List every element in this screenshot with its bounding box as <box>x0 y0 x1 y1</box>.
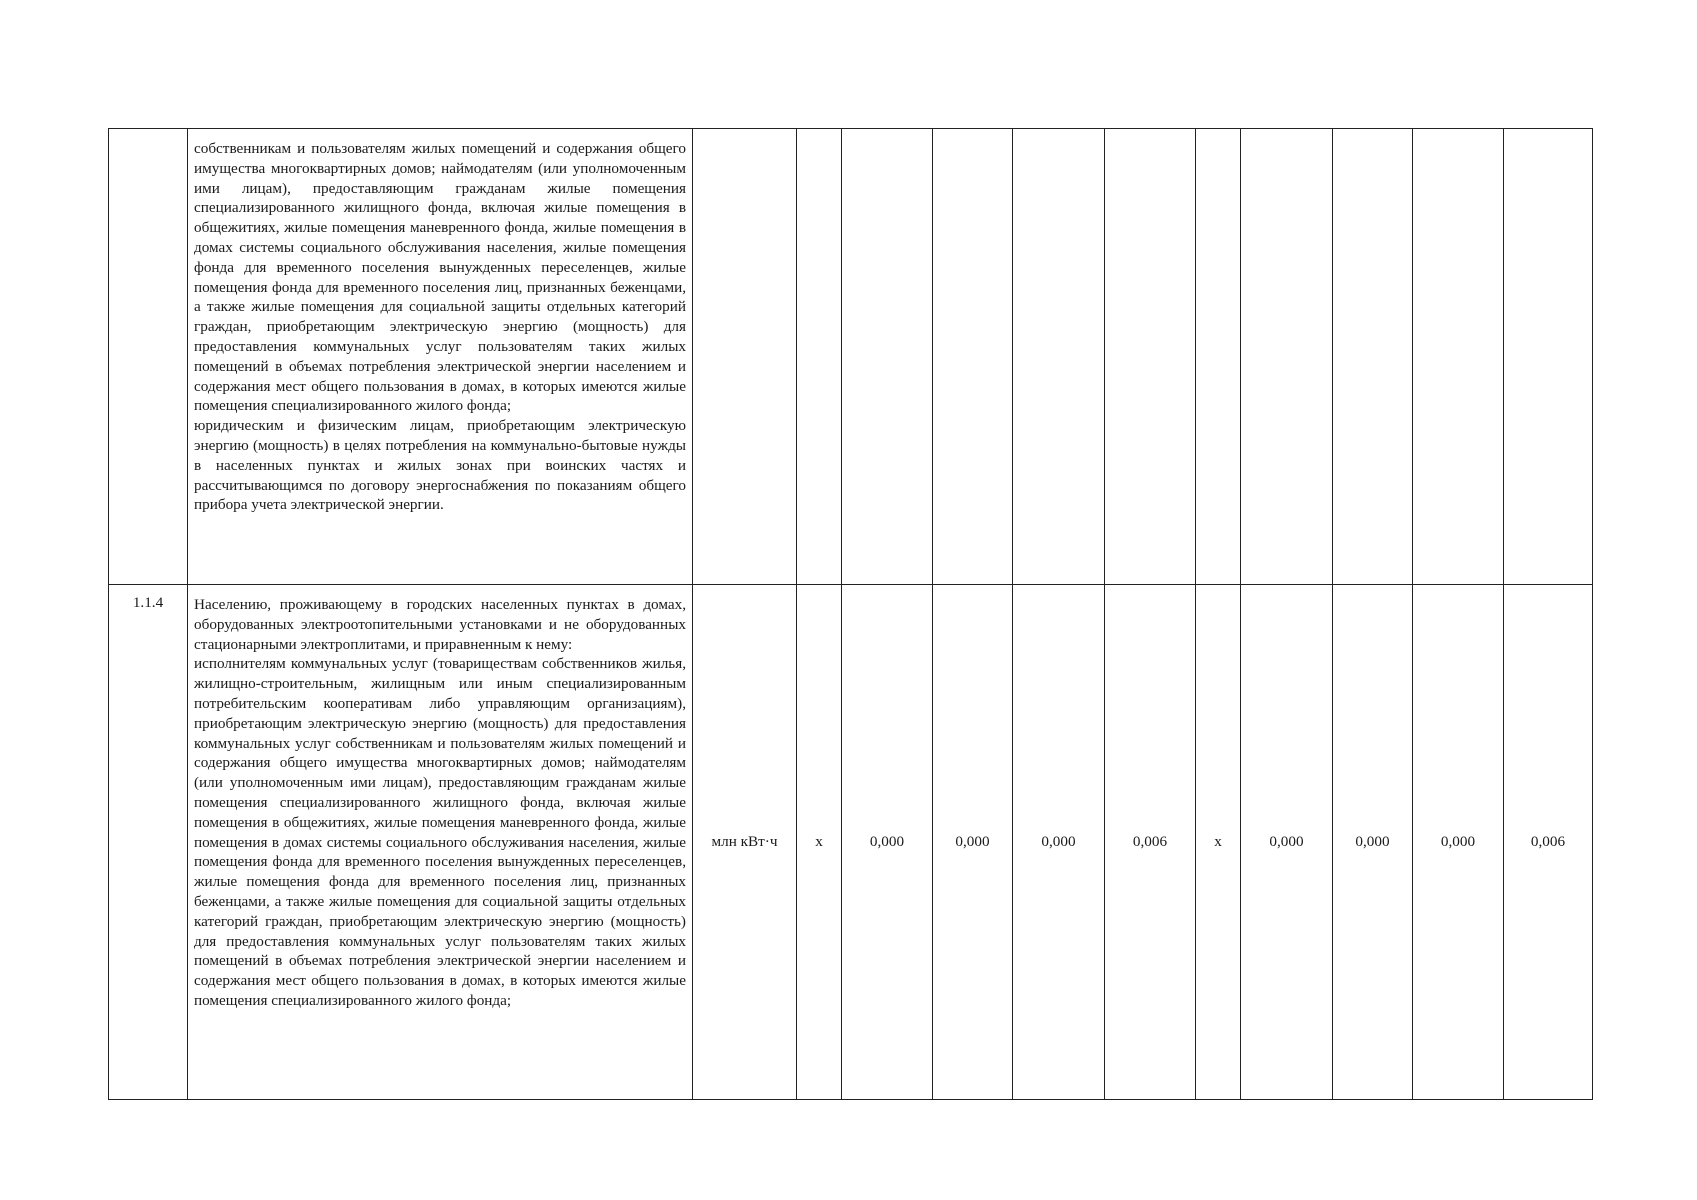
row-description <box>188 129 693 585</box>
value-cell <box>1196 129 1241 585</box>
value-cell <box>1241 129 1333 585</box>
value-cell <box>933 129 1013 585</box>
value-cell: x <box>797 585 842 1100</box>
value-cell <box>1105 129 1196 585</box>
value-cell: 0,000 <box>1333 585 1413 1100</box>
value-cell <box>1504 129 1593 585</box>
unit-cell <box>693 129 797 585</box>
row-number <box>109 129 188 585</box>
value-cell <box>1333 129 1413 585</box>
description-paragraph: собственникам и пользователям жилых помещений и содержания общего имущества многоквартирных домов; наймодателям (или уполномоченным ими лицам), предоставляющим гражданам жилые помещения специализированного жилищного фонда, включая жилые помещения в общежитиях, жилые помещения маневренного фонда, жилые помещения в домах системы социального обслуживания населения, жилые помещения фонда для временного поселения вынужденных переселенцев, жилые помещения фонда для временного поселения лиц, признанных беженцами, а также жилые помещения для социальной защиты отдельных категорий граждан, приобретающим электрическую энергию (мощность) для предоставления коммунальных услуг пользователям таких жилых помещений в объемах потребления электрической энергии населением и содержания мест общего пользования в домах, в которых имеются жилые помещения специализированного жилого фонда; <box>194 140 686 415</box>
description-paragraph: юридическим и физическим лицам, приобретающим электрическую энергию (мощность) в целях потребления на коммунально-бытовые нужды в населенных пунктах и жилых зонах при воинских частях и рассчитывающимся по договору энергоснабжения по показаниям общего прибора учета электрической энергии. <box>194 417 686 514</box>
description-paragraph: исполнителям коммунальных услуг (товариществам собственников жилья, жилищно-строительным, жилищным или иным специализированным потребительским кооперативам либо управляющим организациям), приобретающим электрическую энергию (мощность) для предоставления коммунальных услуг собственникам и пользователям жилых помещений и содержания общего имущества многоквартирных домов; наймодателям (или уполномоченным ими лицам), предоставляющим гражданам жилые помещения специализированного жилищного фонда, включая жилые помещения в общежитиях, жилые помещения маневренного фонда, жилые помещения в домах системы социального обслуживания населения, жилые помещения фонда для временного поселения вынужденных переселенцев, жилые помещения фонда для временного поселения лиц, признанных беженцами, а также жилые помещения для социальной защиты отдельных категорий граждан, приобретающим электрическую энергию (мощность) для предоставления коммунальных услуг пользователям таких жилых помещений в объемах потребления электрической энергии населением и содержания мест общего пользования в домах, в которых имеются жилые помещения специализированного жилого фонда; <box>194 655 686 1009</box>
tariff-table <box>108 128 1593 1100</box>
description-paragraph: Населению, проживающему в городских населенных пунктах в домах, оборудованных электроотопительными установками и не оборудованных стационарными электроплитами, и приравненным к нему: <box>194 596 686 653</box>
value-cell <box>797 129 842 585</box>
row-number: 1.1.4 <box>109 585 188 1100</box>
value-cell: 0,006 <box>1504 585 1593 1100</box>
table-row <box>109 585 1593 1100</box>
value-cell <box>842 129 933 585</box>
value-cell: 0,000 <box>1241 585 1333 1100</box>
unit-cell: млн кВт·ч <box>693 585 797 1100</box>
value-cell: 0,000 <box>933 585 1013 1100</box>
value-cell <box>1013 129 1105 585</box>
value-cell: x <box>1196 585 1241 1100</box>
value-cell: 0,006 <box>1105 585 1196 1100</box>
value-cell: 0,000 <box>1413 585 1504 1100</box>
value-cell: 0,000 <box>842 585 933 1100</box>
value-cell <box>1413 129 1504 585</box>
value-cell: 0,000 <box>1013 585 1105 1100</box>
row-description <box>188 585 693 1100</box>
table-row <box>109 129 1593 585</box>
